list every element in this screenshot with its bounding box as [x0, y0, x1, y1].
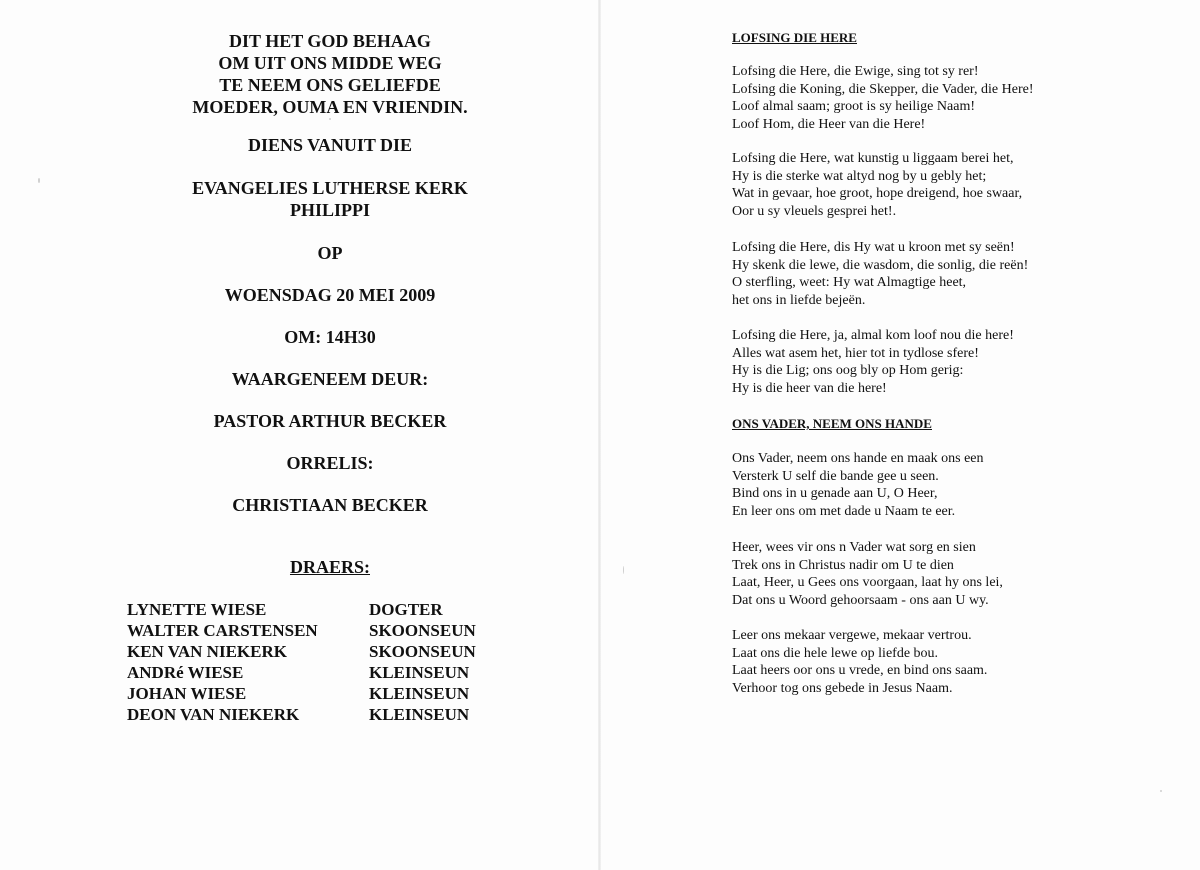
- bearer-role: SKOONSEUN: [369, 621, 476, 640]
- hymn-line: Lofsing die Koning, die Skepper, die Vader, die Here!: [732, 81, 1034, 97]
- hymn-line: Oor u sy vleuels gesprei het!.: [732, 203, 897, 219]
- scan-speck: [623, 566, 624, 574]
- hymn-line: O sterfling, weet: Hy wat Almagtige heet,: [732, 275, 967, 291]
- hymn-line: Wat in gevaar, hoe groot, hope dreigend, hoe swaar,: [732, 186, 1023, 202]
- bearer-row: [127, 662, 507, 683]
- hymn-line: En leer ons om met dade u Naam te eer.: [732, 503, 956, 519]
- hymn-line: Hy skenk die lewe, die wasdom, die sonlig, die reën!: [732, 257, 1029, 273]
- page-fold: [598, 0, 601, 870]
- hymn-line: Alles wat asem het, hier tot in tydlose sfere!: [732, 345, 979, 361]
- hymn-line: Lofsing die Here, dis Hy wat u kroon met sy seën!: [732, 240, 1015, 255]
- bearers-list: [127, 599, 507, 725]
- hymn-line: Hy is die heer van die here!: [732, 380, 887, 396]
- bearer-row: [127, 683, 507, 704]
- hymn-line: het ons in liefde bejeën.: [732, 292, 866, 308]
- intro-line: DIT HET GOD BEHAAG: [229, 31, 431, 51]
- bearer-name: LYNETTE WIESE: [127, 600, 267, 619]
- hymn-stanza: [732, 150, 1022, 220]
- bearer-role: DOGTER: [369, 600, 443, 619]
- hymn-line: Loof almal saam; groot is sy heilige Naam!: [732, 99, 975, 115]
- hymn-line: Laat heers oor ons u vrede, en bind ons saam.: [732, 663, 988, 679]
- bearer-name: KEN VAN NIEKERK: [127, 642, 287, 661]
- service-from: DIENS VANUIT DIE: [247, 135, 413, 155]
- hymn-stanza: [732, 450, 984, 520]
- conducted-by: PASTOR ARTHUR BECKER: [213, 411, 447, 431]
- on-label: OP: [317, 243, 343, 263]
- hymn-line: Lofsing die Here, die Ewige, sing tot sy rer!: [732, 64, 979, 79]
- bearer-row: [127, 704, 507, 725]
- hymn-line: Verhoor tog ons gebede in Jesus Naam.: [732, 680, 953, 696]
- conducted-by-label: WAARGENEEM DEUR:: [231, 369, 429, 389]
- scan-speck: [1160, 790, 1162, 792]
- bearer-role: SKOONSEUN: [369, 642, 476, 661]
- hymn-line: Lofsing die Here, ja, almal kom loof nou die here!: [732, 328, 1014, 343]
- church-location: PHILIPPI: [289, 200, 370, 220]
- bearer-role: KLEINSEUN: [369, 663, 470, 682]
- hymn-stanza: [732, 327, 1014, 397]
- memorial-intro: [130, 30, 530, 118]
- bearer-name: JOHAN WIESE: [127, 684, 247, 703]
- hymn-stanza: [732, 627, 987, 697]
- bearer-name: ANDRé WIESE: [127, 663, 244, 682]
- bearer-name: DEON VAN NIEKERK: [127, 705, 300, 724]
- bearer-name: WALTER CARSTENSEN: [127, 621, 318, 640]
- hymn-stanza: [732, 539, 1003, 609]
- organist-label: ORRELIS:: [286, 453, 374, 473]
- bearer-row: [127, 620, 507, 641]
- hymn-line: Laat, Heer, u Gees ons voorgaan, laat hy ons lei,: [732, 575, 1003, 591]
- intro-line: MOEDER, OUMA EN VRIENDIN.: [192, 97, 468, 117]
- hymn-title: ONS VADER, NEEM ONS HANDE: [732, 416, 932, 431]
- hymn-line: Lofsing die Here, wat kunstig u liggaam berei het,: [732, 151, 1014, 166]
- service-date: WOENSDAG 20 MEI 2009: [224, 285, 436, 305]
- hymn-line: Versterk U self die bande gee u seen.: [732, 468, 939, 484]
- bearer-role: KLEINSEUN: [369, 684, 470, 703]
- hymn-stanza: [732, 63, 1033, 133]
- hymn-title: LOFSING DIE HERE: [732, 30, 857, 45]
- intro-line: OM UIT ONS MIDDE WEG: [218, 53, 442, 73]
- hymn-line: Loof Hom, die Heer van die Here!: [732, 116, 926, 132]
- hymn-line: Hy is die Lig; ons oog bly op Hom gerig:: [732, 363, 964, 379]
- intro-line: TE NEEM ONS GELIEFDE: [219, 75, 441, 95]
- hymn-line: Laat ons die hele lewe op liefde bou.: [732, 645, 939, 661]
- hymn-line: Bind ons in u genade aan U, O Heer,: [732, 486, 938, 502]
- bearer-row: [127, 641, 507, 662]
- organist-name: CHRISTIAAN BECKER: [232, 495, 428, 515]
- hymn-line: Ons Vader, neem ons hande en maak ons een: [732, 451, 984, 466]
- service-time: OM: 14H30: [284, 327, 376, 347]
- hymn-line: Trek ons in Christus nadir om U te dien: [732, 557, 954, 573]
- bearer-role: KLEINSEUN: [369, 705, 470, 724]
- bearers-heading: DRAERS:: [289, 557, 370, 577]
- hymn-line: Leer ons mekaar vergewe, mekaar vertrou.: [732, 628, 972, 643]
- church-name: EVANGELIES LUTHERSE KERK: [192, 178, 468, 198]
- hymn-line: Heer, wees vir ons n Vader wat sorg en sien: [732, 540, 976, 555]
- hymn-stanza: [732, 239, 1028, 309]
- scan-speck: [329, 118, 331, 120]
- hymn-line: Dat ons u Woord gehoorsaam - ons aan U wy.: [732, 592, 989, 608]
- scan-speck: [38, 178, 40, 183]
- bearer-row: [127, 599, 507, 620]
- hymn-line: Hy is die sterke wat altyd nog by u gebly het;: [732, 168, 987, 184]
